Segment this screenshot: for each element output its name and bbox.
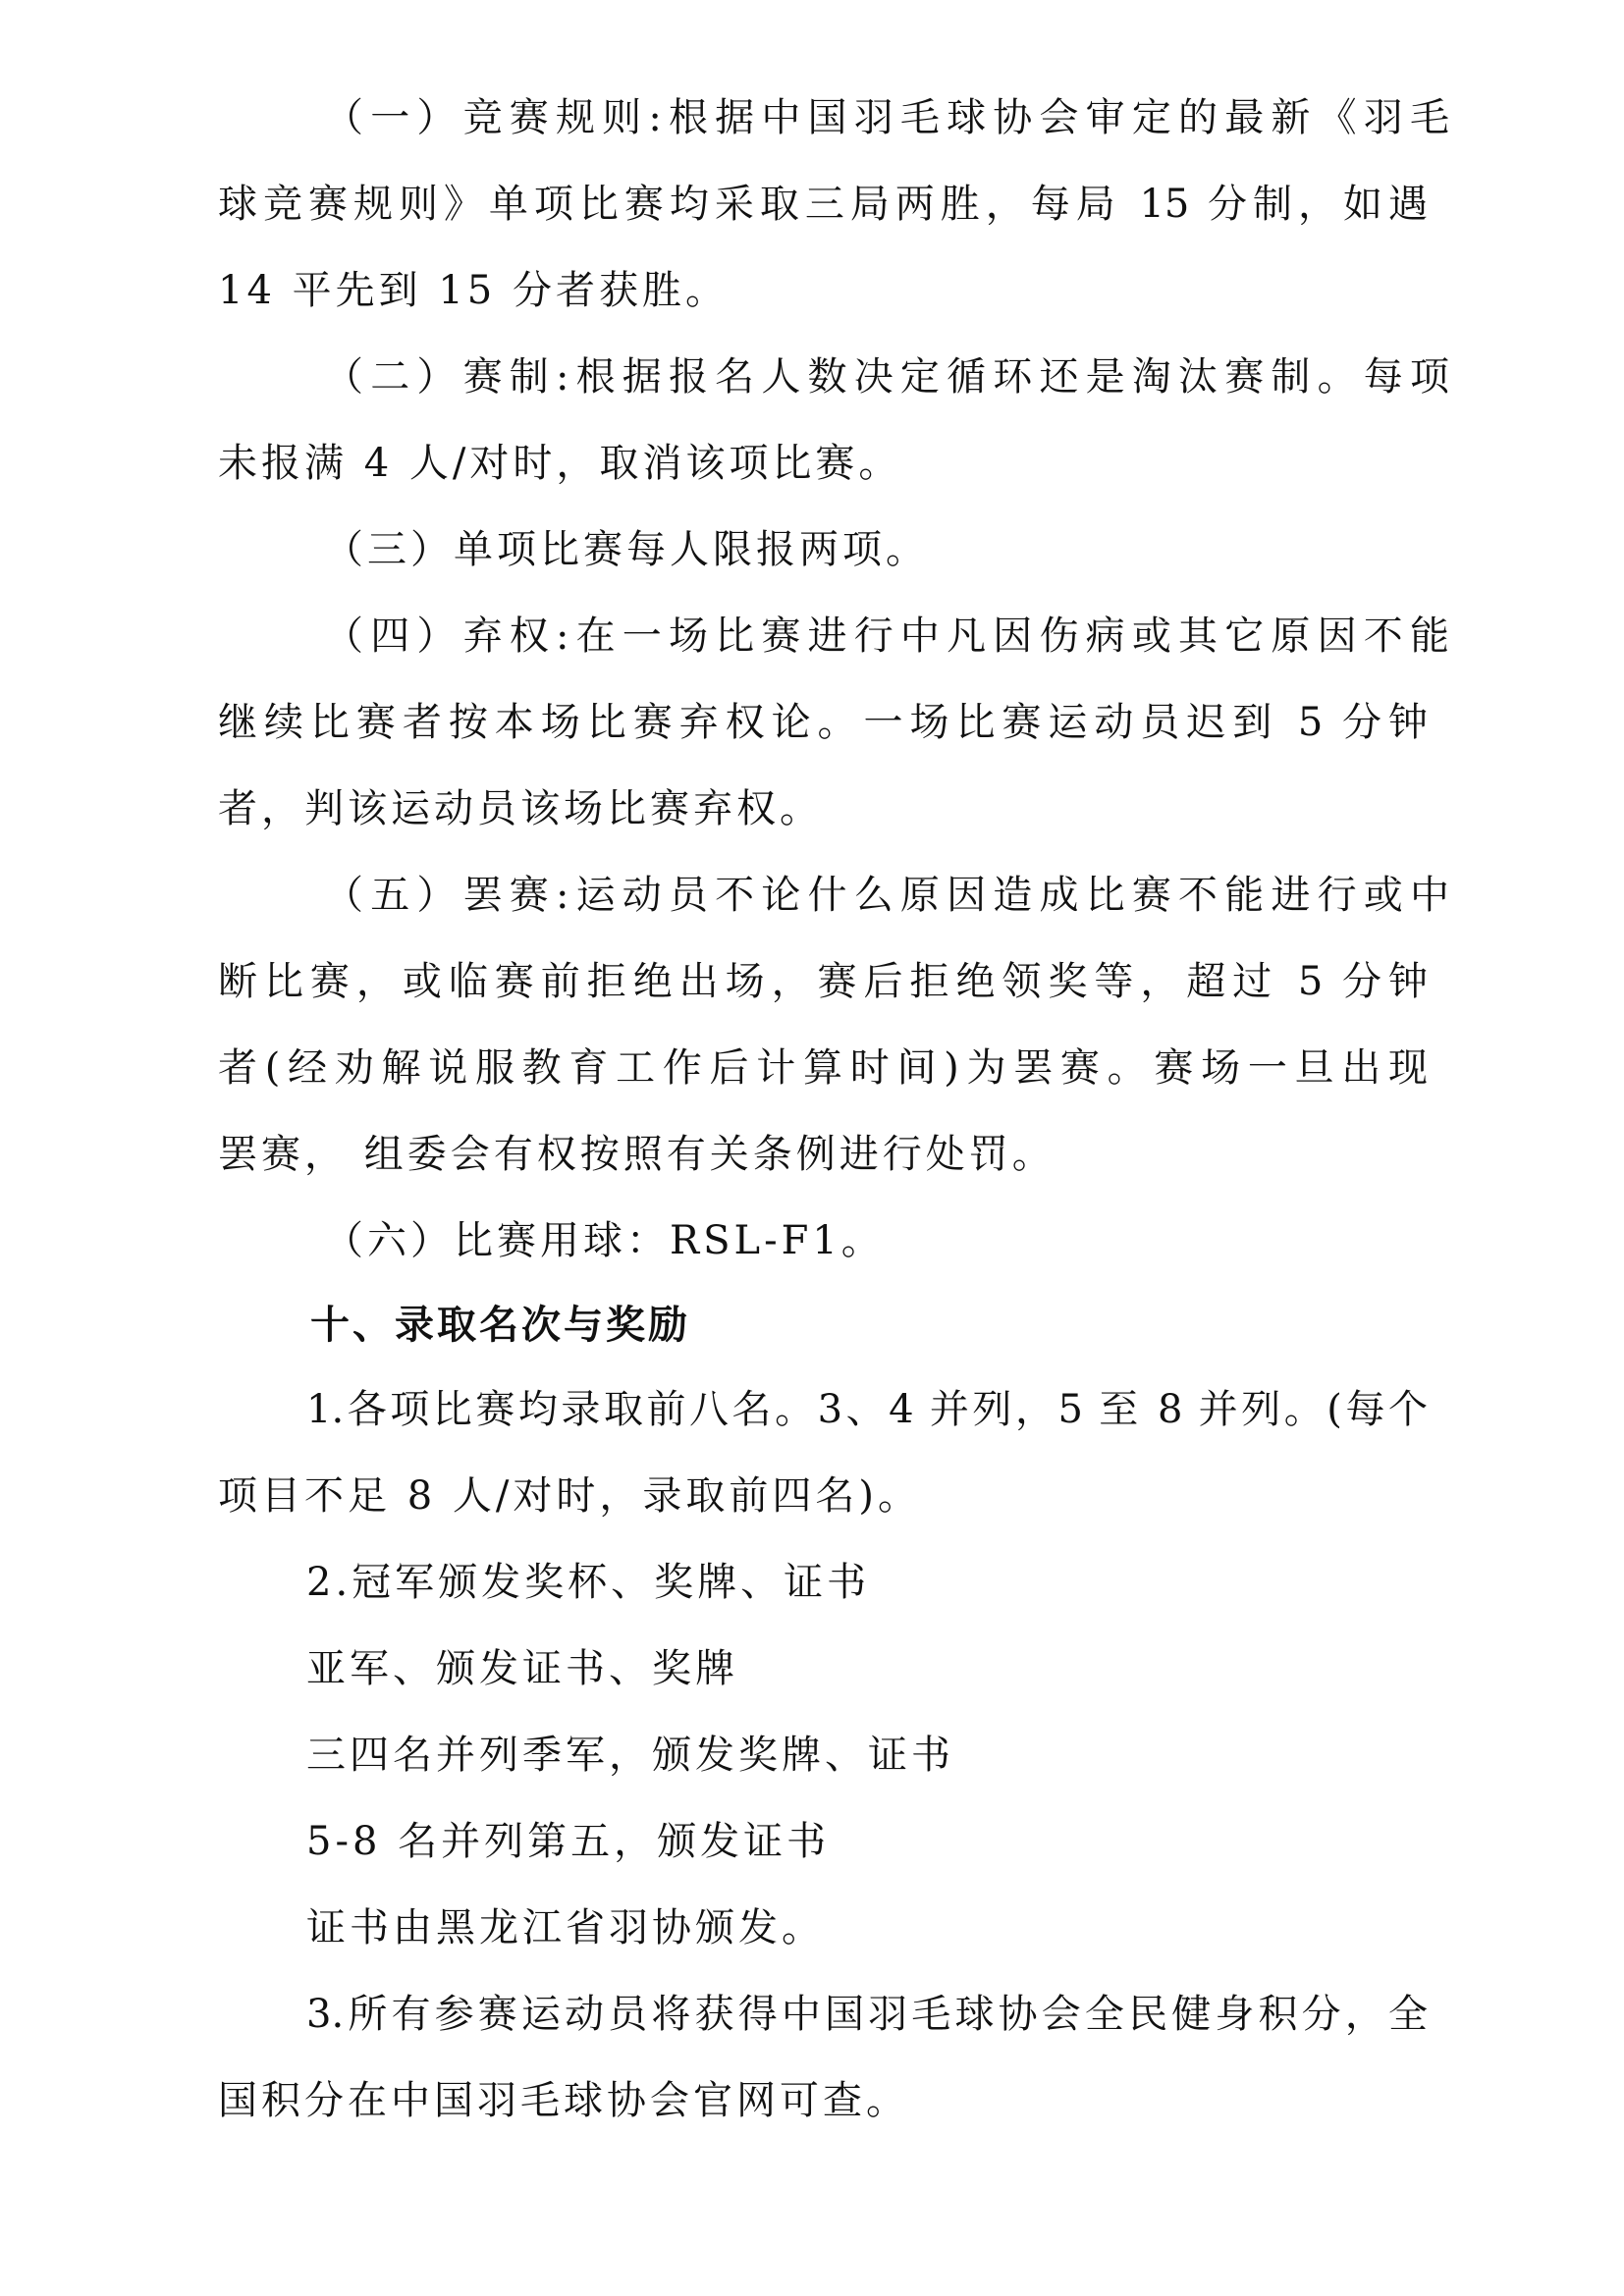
rule-5-line-1: （五）罢赛:运动员不论什么原因造成比赛不能进行或中 <box>324 873 1449 918</box>
award-champion: 2.冠军颁发奖杯、奖牌、证书 <box>306 1560 871 1605</box>
rule-5-line-4: 罢赛， 组委会有权按照有关条例进行处罚。 <box>218 1132 1056 1177</box>
rule-4-line-2: 继续比赛者按本场比赛弃权论。一场比赛运动员迟到 5 分钟 <box>218 700 1428 745</box>
section-heading: 十、录取名次与奖励 <box>310 1303 690 1348</box>
rule-5-line-3: 者(经劝解说服教育工作后计算时间)为罢赛。赛场一旦出现 <box>218 1045 1428 1091</box>
rule-4-line-1: （四）弃权:在一场比赛进行中凡因伤病或其它原因不能 <box>324 614 1449 659</box>
points-line-1: 3.所有参赛运动员将获得中国羽毛球协会全民健身积分，全 <box>306 1992 1428 2037</box>
award-certificate-issuer: 证书由黑龙江省羽协颁发。 <box>306 1905 825 1950</box>
rule-2-line-2: 未报满 4 人/对时，取消该项比赛。 <box>218 441 902 486</box>
award-runner-up: 亚军、颁发证书、奖牌 <box>306 1646 738 1691</box>
ranking-line-1: 1.各项比赛均录取前八名。3、4 并列，5 至 8 并列。(每个 <box>306 1387 1428 1432</box>
award-fifth: 5-8 名并列第五，颁发证书 <box>306 1819 831 1864</box>
rule-2-line-1: （二）赛制:根据报名人数决定循环还是淘汰赛制。每项 <box>324 354 1449 400</box>
ranking-line-2: 项目不足 8 人/对时，录取前四名)。 <box>218 1473 921 1519</box>
rule-4-line-3: 者，判该运动员该场比赛弃权。 <box>218 786 823 831</box>
rule-5-line-2: 断比赛，或临赛前拒绝出场，赛后拒绝领奖等，超过 5 分钟 <box>218 959 1428 1004</box>
rule-6-line-1: （六）比赛用球：RSL-F1。 <box>324 1218 885 1263</box>
rule-1-line-1: （一）竞赛规则:根据中国羽毛球协会审定的最新《羽毛 <box>324 95 1449 140</box>
rule-3-line-1: （三）单项比赛每人限报两项。 <box>324 527 929 572</box>
rule-1-line-3: 14 平先到 15 分者获胜。 <box>218 268 729 313</box>
award-third: 三四名并列季军，颁发奖牌、证书 <box>306 1733 954 1778</box>
points-line-2: 国积分在中国羽毛球协会官网可查。 <box>218 2078 909 2123</box>
rule-1-line-2: 球竞赛规则》单项比赛均采取三局两胜，每局 15 分制，如遇 <box>218 182 1428 227</box>
